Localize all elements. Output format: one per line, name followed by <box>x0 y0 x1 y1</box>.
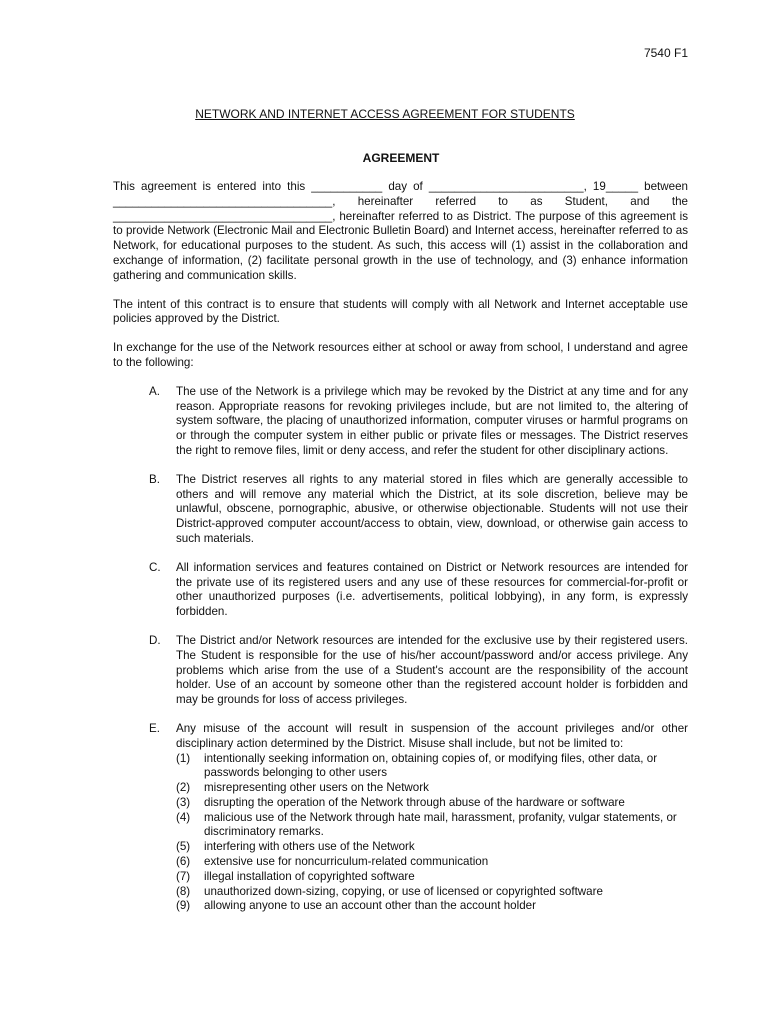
section-heading: AGREEMENT <box>362 151 440 165</box>
misuse-item-text: extensive use for noncurriculum-related communication <box>204 855 489 869</box>
misuse-item-number: (7) <box>176 869 191 883</box>
agreement-body <box>113 180 688 928</box>
clause-e <box>113 722 688 914</box>
clause-text: Any misuse of the account will result in suspension of the account privileges and/or other disciplinary action determined by the District. Misuse shall include, but not be limited to: <box>176 721 688 750</box>
misuse-item-number: (8) <box>176 884 191 898</box>
misuse-item-text: illegal installation of copyrighted software <box>204 869 415 883</box>
clause-letter: E. <box>149 721 160 735</box>
misuse-item-number: (9) <box>176 899 191 913</box>
exchange-paragraph: In exchange for the use of the Network resources either at school or away from school, I understand and agree to the following: <box>113 341 688 369</box>
misuse-item-7 <box>176 870 688 885</box>
misuse-item-8 <box>176 885 688 900</box>
misuse-item-number: (3) <box>176 795 191 809</box>
misuse-item-text: disrupting the operation of the Network through abuse of the hardware or software <box>204 795 625 809</box>
misuse-item-number: (1) <box>176 751 191 765</box>
clause-c <box>113 561 688 620</box>
misuse-item-number: (6) <box>176 855 191 869</box>
clause-text: The District and/or Network resources are intended for the exclusive use by their registered users. The Student is responsible for the use of his/her account/password and/or access privilege. Any problems which arise from the use of a Student's account are the responsibility of the account holder. Use of an account by someone other than the registered account holder is forbidden and may be grounds for loss of access privileges. <box>176 633 688 707</box>
misuse-item-text: interfering with others use of the Network <box>204 840 415 854</box>
misuse-item-number: (5) <box>176 840 191 854</box>
clause-letter: C. <box>149 560 161 574</box>
clause-d <box>113 634 688 708</box>
intro-paragraph: This agreement is entered into this ___________ day of ________________________, 19_____ between __________________________________, hereinafter referred to as Student, and the __________________________________, hereinafter referred to as District. The purpose of this agreement is to provide Network (Electronic Mail and Electronic Bulletin Board) and Internet access, hereinafter referred to as Network, for educational purposes to the student. As such, this access will (1) assist in the collaboration and exchange of information, (2) facilitate personal growth in the use of technology, and (3) enhance information gathering and communication skills. <box>113 180 688 282</box>
misuse-item-4 <box>176 811 688 841</box>
misuse-item-text: intentionally seeking information on, obtaining copies of, or modifying files, other data, or passwords belonging to other users <box>204 751 658 780</box>
misuse-item-9 <box>176 899 688 914</box>
form-number: 7540 F1 <box>643 46 688 60</box>
clause-text: All information services and features contained on District or Network resources are intended for the private use of its registered users and any use of these resources for commercial-for-profit or other unauthorized purposes (i.e. advertisements, political lobbying), in any form, is expressly forbidden. <box>176 560 688 619</box>
clause-letter: D. <box>149 633 161 647</box>
misuse-item-number: (4) <box>176 810 191 824</box>
intent-paragraph: The intent of this contract is to ensure that students will comply with all Network and Internet acceptable use policies approved by the District. <box>113 297 688 326</box>
misuse-item-text: malicious use of the Network through hate mail, harassment, profanity, vulgar statements, or discriminatory remarks. <box>204 810 677 839</box>
clause-text: The District reserves all rights to any material stored in files which are generally accessible to others and will remove any material which the District, at its sole discretion, believe may be unlawful, obscene, pornographic, abusive, or otherwise objectionable. Students will not use their District-approved computer account/access to obtain, view, download, or otherwise gain access to such materials. <box>176 472 688 545</box>
misuse-item-text: misrepresenting other users on the Network <box>204 781 429 795</box>
clause-letter: B. <box>149 472 160 486</box>
misuse-item-2 <box>176 781 688 796</box>
clause-letter: A. <box>149 384 160 398</box>
misuse-item-1 <box>176 752 688 782</box>
misuse-item-3 <box>176 796 688 811</box>
misuse-item-number: (2) <box>176 781 191 795</box>
clause-text: The use of the Network is a privilege which may be revoked by the District at any time and for any reason. Appropriate reasons for revoking privileges include, but are not limited to, the altering of system software, the placing of unauthorized information, computer viruses or harmful programs on or through the computer system in either public or private files or messages. The District reserves the right to remove files, limit or deny access, and refer the student for other disciplinary actions. <box>176 384 688 457</box>
misuse-item-6 <box>176 855 688 870</box>
clause-a <box>113 385 688 459</box>
clause-b <box>113 473 688 547</box>
document-title: NETWORK AND INTERNET ACCESS AGREEMENT FOR STUDENTS <box>195 107 575 121</box>
misuse-item-text: unauthorized down-sizing, copying, or use of licensed or copyrighted software <box>204 884 603 898</box>
misuse-item-text: allowing anyone to use an account other than the account holder <box>204 899 536 913</box>
misuse-item-5 <box>176 840 688 855</box>
